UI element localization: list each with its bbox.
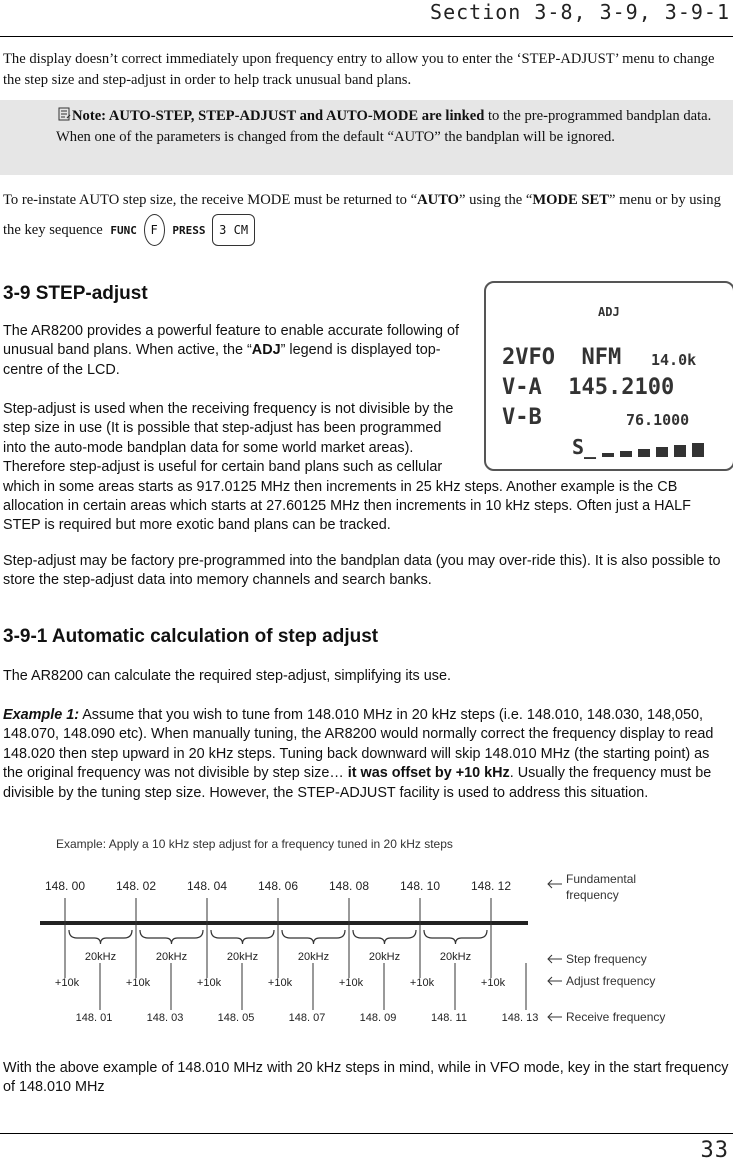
fundamental-label: 148. 04 <box>186 879 228 893</box>
step-adjust-paragraph-3: Step-adjust may be factory pre-programmed into the bandplan data (you may over-ride this). It is also possible to store the step-adjust data into memory channels and search banks. <box>3 553 721 589</box>
fundamental-label: 148. 12 <box>470 879 512 893</box>
fundamental-label: 148. 00 <box>44 879 86 893</box>
lcd-line1: 2VFO NFM <box>502 345 622 370</box>
fundamental-label: 148. 08 <box>328 879 370 893</box>
step-brace <box>211 930 274 944</box>
page-number: 33 <box>700 1138 729 1163</box>
lcd-signal-meter-icon <box>602 441 722 466</box>
step-brace <box>282 930 345 944</box>
section-reference: Section 3-8, 3-9, 3-9-1 <box>430 0 730 24</box>
receive-label: 148. 09 <box>359 1012 397 1024</box>
step-label: 20kHz <box>439 951 472 963</box>
fundamental-label: 148. 06 <box>257 879 299 893</box>
adjust-label: +10k <box>480 977 506 989</box>
adjust-label: +10k <box>267 977 293 989</box>
intro-paragraph: The display doesn’t correct immediately upon frequency entry to allow you to enter the ‘STEP-ADJUST’ menu to change the step size and step-adjust in order to help track unusual band plans. <box>3 51 715 88</box>
receive-label: 148. 11 <box>431 1012 467 1024</box>
receive-label: 148. 05 <box>217 1012 255 1024</box>
legend-adjust: Adjust frequency <box>566 974 656 988</box>
reinstate-paragraph <box>3 186 730 246</box>
step-brace <box>424 930 487 944</box>
legend-receive: Receive frequency <box>566 1010 666 1024</box>
p1-text-b: ” legend is displayed top-centre of the LCD. <box>3 342 441 378</box>
footer-rule <box>0 1133 733 1134</box>
note-bold: Note: AUTO-STEP, STEP-ADJUST and AUTO-MODE are linked <box>72 108 485 124</box>
receive-label: 148. 13 <box>501 1012 539 1024</box>
step-label: 20kHz <box>84 951 117 963</box>
adjust-label: +10k <box>54 977 80 989</box>
reinstate-text-c: ” menu or by using the key sequence <box>3 192 721 238</box>
example-bold: it was offset by +10 kHz <box>347 765 510 782</box>
receive-label: 148. 03 <box>146 1012 184 1024</box>
step-label: 20kHz <box>368 951 401 963</box>
step-label: 20kHz <box>155 951 188 963</box>
legend-arrows <box>548 880 562 1021</box>
key-f: F <box>144 214 165 246</box>
lcd-display <box>484 281 733 471</box>
step-adjust-figure <box>0 828 733 1028</box>
receive-label: 148. 01 <box>75 1012 113 1024</box>
lcd-signal-label: S_ <box>572 435 597 459</box>
legend-fundamental-1: Fundamental <box>566 872 637 886</box>
note-text <box>56 106 721 148</box>
reinstate-text-a: To re-instate AUTO step size, the receive MODE must be returned to “ <box>3 192 418 208</box>
step-brace <box>353 930 416 944</box>
reinstate-text-b: ” using the “ <box>459 192 533 208</box>
p2-text: Step-adjust is used when the receiving frequency is not divisible by the step size in use (It is possible that step-adjust has been programmed into the auto-mode bandplan data for some world market areas). Therefore step-adjust is useful for certain band plans such as cellular which in some areas starts as 917.0125 MHz then increments in 25 kHz steps. Another example is the CB allocation in certain areas which starts at 27.60125 MHz then increments in 10 kHz steps. Often just a HALF STEP is required but more exotic band plans can be tracked. <box>3 401 691 534</box>
note-rest: to the pre-programmed bandplan data. When one of the parameters is changed from the default “AUTO” the bandplan will be ignored. <box>56 108 712 145</box>
step-label: 20kHz <box>226 951 259 963</box>
step-label: 20kHz <box>297 951 330 963</box>
adjust-label: +10k <box>338 977 364 989</box>
p1-adj: ADJ <box>251 342 281 359</box>
adjust-label: +10k <box>125 977 151 989</box>
example-paragraph <box>3 706 730 803</box>
auto-calc-paragraph: The AR8200 can calculate the required step-adjust, simplifying its use. <box>3 668 451 684</box>
step-brace <box>69 930 132 944</box>
section-heading-3-9: 3-9 STEP-adjust <box>3 283 148 304</box>
example-text-a: Assume that you wish to tune from 148.010 MHz in 20 kHz steps (i.e. 148.010, 148.030, 148,050, 148.070, 148.090 etc). When manually tuning, the AR8200 would normally correct the frequency display to read 148.020 then step upward in 20 kHz steps. Tuning back downward will skip 148.010 MHz (the starting point) as the original frequency was not divisible by step size… <box>3 707 714 782</box>
fundamental-label: 148. 10 <box>399 879 441 893</box>
lcd-line3-freq: 76.1000 <box>626 411 690 429</box>
final-paragraph: With the above example of 148.010 MHz with 20 kHz steps in mind, while in VFO mode, key in the start frequency of 148.010 MHz <box>3 1060 729 1096</box>
key-3cm: 3 CM <box>212 214 255 246</box>
p1-text-a: The AR8200 provides a powerful feature to enable accurate following of unusual band plans. When active, the “ <box>3 323 459 359</box>
reinstate-mode-set: MODE SET <box>532 192 610 208</box>
lcd-line1-step: 14.0k <box>651 351 697 369</box>
adjust-label: +10k <box>409 977 435 989</box>
fundamental-label: 148. 02 <box>115 879 157 893</box>
lcd-line2: V-A 145.2100 <box>502 375 675 400</box>
reinstate-auto: AUTO <box>417 192 460 208</box>
adjust-label: +10k <box>196 977 222 989</box>
legend-step: Step frequency <box>566 952 647 966</box>
key-func: FUNC <box>110 223 137 237</box>
step-adjust-paragraph-1 <box>3 322 473 380</box>
example-text-b: . Usually the frequency must be divisible by the tuning step size. However, the STEP-ADJUST facility is used to address this situation. <box>3 765 712 801</box>
lcd-line3: V-B <box>502 405 542 430</box>
figure-title: Example: Apply a 10 kHz step adjust for a frequency tuned in 20 kHz steps <box>56 837 453 851</box>
step-brace <box>140 930 203 944</box>
key-press: PRESS <box>172 223 206 237</box>
legend-fundamental-2: frequency <box>566 888 619 902</box>
section-heading-3-9-1: 3-9-1 Automatic calculation of step adjust <box>3 626 379 647</box>
lcd-adj-legend: ADJ <box>598 305 620 319</box>
example-label: Example 1: <box>3 707 79 723</box>
receive-label: 148. 07 <box>288 1012 326 1024</box>
